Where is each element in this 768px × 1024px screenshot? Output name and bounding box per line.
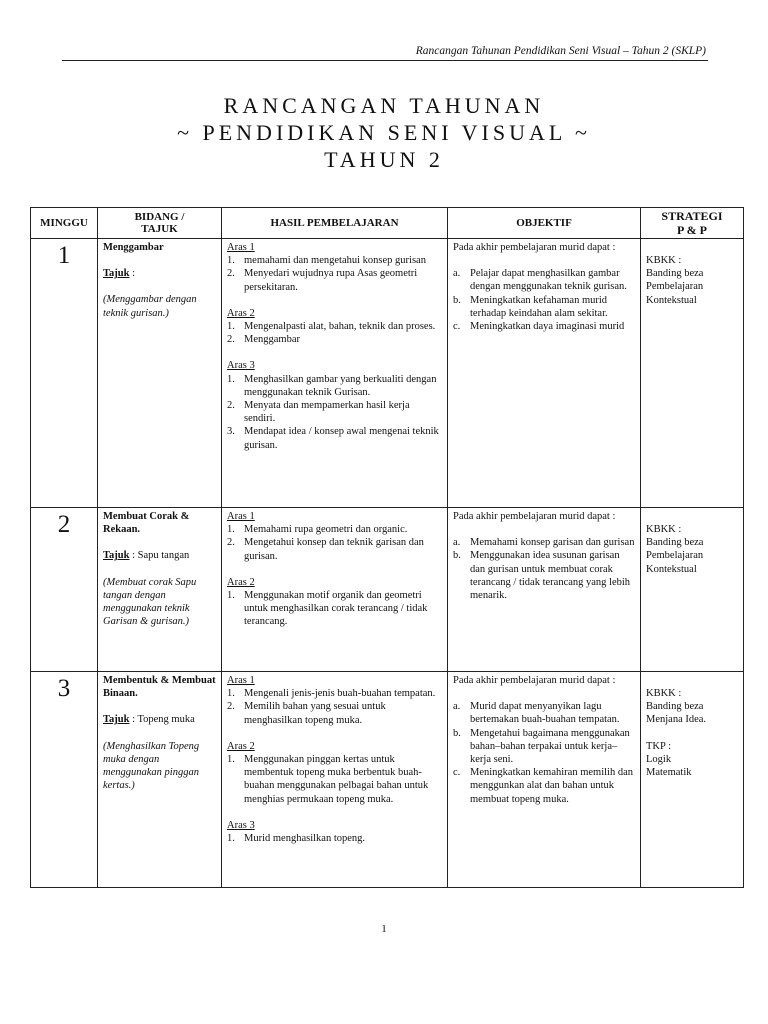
list-item	[453, 536, 635, 549]
tajuk-line	[103, 549, 216, 562]
list-text: Mengetahui bagaimana menggunakan bahan–bahan terpakai untuk kerja–kerja seni.	[470, 727, 630, 766]
objektif-intro: Pada akhir pembelajaran murid dapat :	[453, 511, 616, 522]
title-line-1: RANCANGAN TAHUNAN	[223, 93, 545, 118]
tajuk-line	[103, 267, 216, 280]
hasil-cell	[222, 508, 448, 672]
list-text: Mengenali jenis-jenis buah-buahan tempatan.	[244, 688, 436, 700]
list-item	[453, 700, 635, 726]
spacer	[646, 674, 738, 687]
tajuk-label: Tajuk	[103, 268, 130, 280]
objektif-cell	[448, 239, 641, 508]
spacer	[103, 563, 216, 576]
list-item	[453, 320, 635, 333]
strategi-cell	[641, 508, 744, 672]
list-marker: a.	[453, 537, 461, 549]
list-text: Meningkatkan daya imaginasi murid	[470, 321, 625, 333]
list-item	[227, 687, 442, 700]
list-marker: 2.	[227, 537, 235, 549]
hasil-cell	[222, 239, 448, 508]
aras-list	[227, 832, 442, 845]
header-bidang-line1: BIDANG /	[134, 211, 185, 223]
aras-label: Aras 1	[227, 511, 255, 522]
list-item	[453, 727, 635, 767]
list-item	[227, 267, 442, 293]
aras-list	[227, 687, 442, 727]
bidang-cell	[98, 239, 222, 508]
list-text: Murid menghasilkan topeng.	[244, 833, 366, 845]
tajuk-label: Tajuk	[103, 714, 130, 726]
list-text: Menyata dan mempamerkan hasil kerja sendiri.	[244, 400, 410, 425]
list-text: Menggunakan idea susunan garisan dan gurisan untuk membuat corak terancang / tidak terancang yang lebih menarik.	[470, 550, 631, 602]
strategi-line: Banding beza	[646, 537, 704, 549]
list-item	[227, 700, 442, 726]
spacer	[227, 346, 442, 359]
document-title	[0, 92, 768, 173]
list-item	[227, 399, 442, 425]
strategi-line: Logik	[646, 753, 672, 765]
list-marker: 1.	[227, 321, 235, 333]
list-marker: a.	[453, 701, 461, 713]
list-item	[227, 523, 442, 536]
strategi-line: Kontekstual	[646, 294, 697, 306]
aras-list	[227, 373, 442, 452]
list-marker: 2.	[227, 400, 235, 412]
tajuk-value: :	[129, 268, 136, 280]
header-strategi-line2: P & P	[677, 223, 707, 237]
bidang-title: Menggambar	[103, 242, 164, 253]
header-bidang-line2: TAJUK	[141, 223, 178, 235]
header-strategi	[641, 208, 744, 239]
list-item	[453, 267, 635, 293]
list-marker: b.	[453, 294, 461, 306]
list-item	[227, 254, 442, 267]
objektif-intro: Pada akhir pembelajaran murid dapat :	[453, 242, 616, 253]
table-row	[31, 239, 744, 508]
week-number: 1	[31, 239, 98, 508]
spacer	[646, 241, 738, 254]
strategi-line: TKP :	[646, 740, 671, 752]
strategi-line: Pembelajaran	[646, 281, 704, 293]
title-line-2: ~ PENDIDIKAN SENI VISUAL ~	[177, 120, 591, 145]
spacer	[103, 280, 216, 293]
aras-label: Aras 3	[227, 819, 255, 831]
list-item	[227, 373, 442, 399]
bidang-title: Membentuk & Membuat Binaan.	[103, 675, 216, 700]
list-marker: c.	[453, 767, 461, 779]
list-text: Murid dapat menyanyikan lagu bertemakan buah-buahan tempatan.	[470, 701, 620, 726]
spacer	[453, 687, 635, 700]
strategi-line: Matematik	[646, 767, 692, 779]
header-bidang	[98, 208, 222, 239]
list-marker: 2.	[227, 268, 235, 280]
list-text: Menyedari wujudnya rupa Asas geometri persekitaran.	[244, 268, 418, 293]
week-number: 3	[31, 672, 98, 888]
list-marker: 2.	[227, 334, 235, 346]
header-divider	[62, 60, 708, 61]
list-item	[227, 333, 442, 346]
bidang-title: Membuat Corak & Rekaan.	[103, 511, 190, 536]
list-text: Pelajar dapat menghasilkan gambar dengan menggunakan teknik gurisan.	[470, 268, 627, 293]
list-marker: 1.	[227, 688, 235, 700]
list-text: Memilih bahan yang sesuai untuk menghasilkan topeng muka.	[244, 701, 386, 726]
header-minggu: MINGGU	[31, 208, 98, 239]
list-text: Menggunakan pinggan kertas untuk membentuk topeng muka berbentuk buah-buahan menggunakan pelbagai bahan untuk menghias permukaan topeng muka.	[244, 754, 429, 805]
list-marker: 1.	[227, 590, 235, 602]
aras-label: Aras 3	[227, 360, 255, 372]
tajuk-label: Tajuk	[103, 550, 130, 562]
tajuk-note: (Menghasilkan Topeng muka dengan menggunakan pinggan kertas.)	[103, 740, 200, 792]
title-line-3: TAHUN 2	[324, 147, 444, 172]
spacer	[103, 727, 216, 740]
tajuk-note: (Menggambar dengan teknik gurisan.)	[103, 294, 197, 319]
aras-list	[227, 320, 442, 346]
aras-list	[227, 753, 442, 806]
spacer	[103, 700, 216, 713]
objektif-cell	[448, 672, 641, 888]
aras-label: Aras 2	[227, 576, 255, 588]
list-text: Menggambar	[244, 334, 300, 346]
list-text: Mengetahui konsep dan teknik garisan dan gurisan.	[244, 537, 424, 562]
list-marker: 1.	[227, 524, 235, 536]
list-text: Menghasilkan gambar yang berkualiti dengan menggunakan teknik Gurisan.	[244, 373, 437, 398]
spacer	[103, 536, 216, 549]
header-hasil: HASIL PEMBELAJARAN	[222, 208, 448, 239]
bidang-cell	[98, 508, 222, 672]
list-marker: 1.	[227, 255, 235, 267]
strategi-line: KBKK :	[646, 524, 682, 535]
strategi-line: Banding beza	[646, 701, 704, 713]
running-header-text: Rancangan Tahunan Pendidikan Seni Visual – Tahun 2 (SKLP)	[415, 45, 706, 57]
list-item	[227, 589, 442, 629]
strategi-line: Banding beza	[646, 268, 704, 280]
list-item	[453, 294, 635, 320]
aras-list	[227, 523, 442, 563]
spacer	[227, 727, 442, 740]
aras-label: Aras 1	[227, 242, 255, 253]
hasil-cell	[222, 672, 448, 888]
list-item	[227, 832, 442, 845]
table-body	[31, 239, 744, 888]
list-text: Meningkatkan kemahiran memilih dan menggunkan alat dan bahan untuk membuat topeng muka.	[470, 767, 633, 805]
list-marker: 3.	[227, 426, 235, 438]
objektif-intro: Pada akhir pembelajaran murid dapat :	[453, 675, 616, 686]
list-item	[227, 536, 442, 562]
strategi-cell	[641, 239, 744, 508]
list-marker: a.	[453, 268, 461, 280]
strategi-cell	[641, 672, 744, 888]
aras-list	[227, 254, 442, 294]
list-marker: 1.	[227, 754, 235, 766]
spacer	[227, 294, 442, 307]
page-number: 1	[381, 923, 387, 935]
week-number: 2	[31, 508, 98, 672]
list-marker: c.	[453, 321, 461, 333]
strategi-line: Menjana Idea.	[646, 714, 707, 726]
list-marker: b.	[453, 550, 461, 562]
spacer	[103, 254, 216, 267]
list-item	[453, 766, 635, 806]
table-row	[31, 672, 744, 888]
list-marker: 1.	[227, 373, 235, 385]
spacer	[646, 727, 738, 740]
strategi-line: KBKK :	[646, 688, 682, 699]
aras-list	[227, 589, 442, 629]
list-item	[227, 320, 442, 333]
tajuk-line	[103, 713, 216, 726]
bidang-cell	[98, 672, 222, 888]
strategi-line: Pembelajaran	[646, 550, 704, 562]
table-header-row	[31, 208, 744, 239]
list-text: Mengenalpasti alat, bahan, teknik dan proses.	[244, 321, 436, 333]
tajuk-value: : Topeng muka	[129, 714, 195, 726]
aras-label: Aras 2	[227, 307, 255, 319]
list-item	[453, 549, 635, 602]
list-text: memahami dan mengetahui konsep gurisan	[244, 255, 426, 267]
annual-plan-table	[30, 207, 744, 888]
list-text: Mendapat idea / konsep awal mengenai teknik gurisan.	[244, 426, 439, 451]
tajuk-value: : Sapu tangan	[129, 550, 190, 562]
list-marker: b.	[453, 727, 461, 739]
header-objektif: OBJEKTIF	[448, 208, 641, 239]
list-text: Meningkatkan kefahaman murid terhadap keindahan alam sekitar.	[470, 294, 608, 319]
spacer	[453, 254, 635, 267]
list-marker: 2.	[227, 701, 235, 713]
spacer	[453, 523, 635, 536]
spacer	[646, 510, 738, 523]
list-marker: 1.	[227, 833, 235, 845]
list-text: Menggunakan motif organik dan geometri untuk menghasilkan corak terancang / tidak terancang.	[244, 590, 428, 628]
list-text: Memahami konsep garisan dan gurisan	[470, 537, 635, 549]
running-header	[62, 44, 708, 61]
header-strategi-line1: STRATEGI	[661, 209, 723, 223]
objektif-list	[453, 700, 635, 806]
strategi-line: Kontekstual	[646, 563, 697, 575]
aras-label: Aras 1	[227, 675, 255, 686]
objektif-list	[453, 267, 635, 333]
spacer	[227, 806, 442, 819]
objektif-cell	[448, 508, 641, 672]
strategi-line: KBKK :	[646, 255, 682, 266]
objektif-list	[453, 536, 635, 602]
list-item	[227, 753, 442, 806]
spacer	[227, 563, 442, 576]
list-item	[227, 425, 442, 451]
table-row	[31, 508, 744, 672]
list-text: Memahami rupa geometri dan organic.	[244, 524, 408, 536]
aras-label: Aras 2	[227, 740, 255, 752]
tajuk-note: (Membuat corak Sapu tangan dengan menggunakan teknik Garisan & gurisan.)	[103, 576, 197, 628]
